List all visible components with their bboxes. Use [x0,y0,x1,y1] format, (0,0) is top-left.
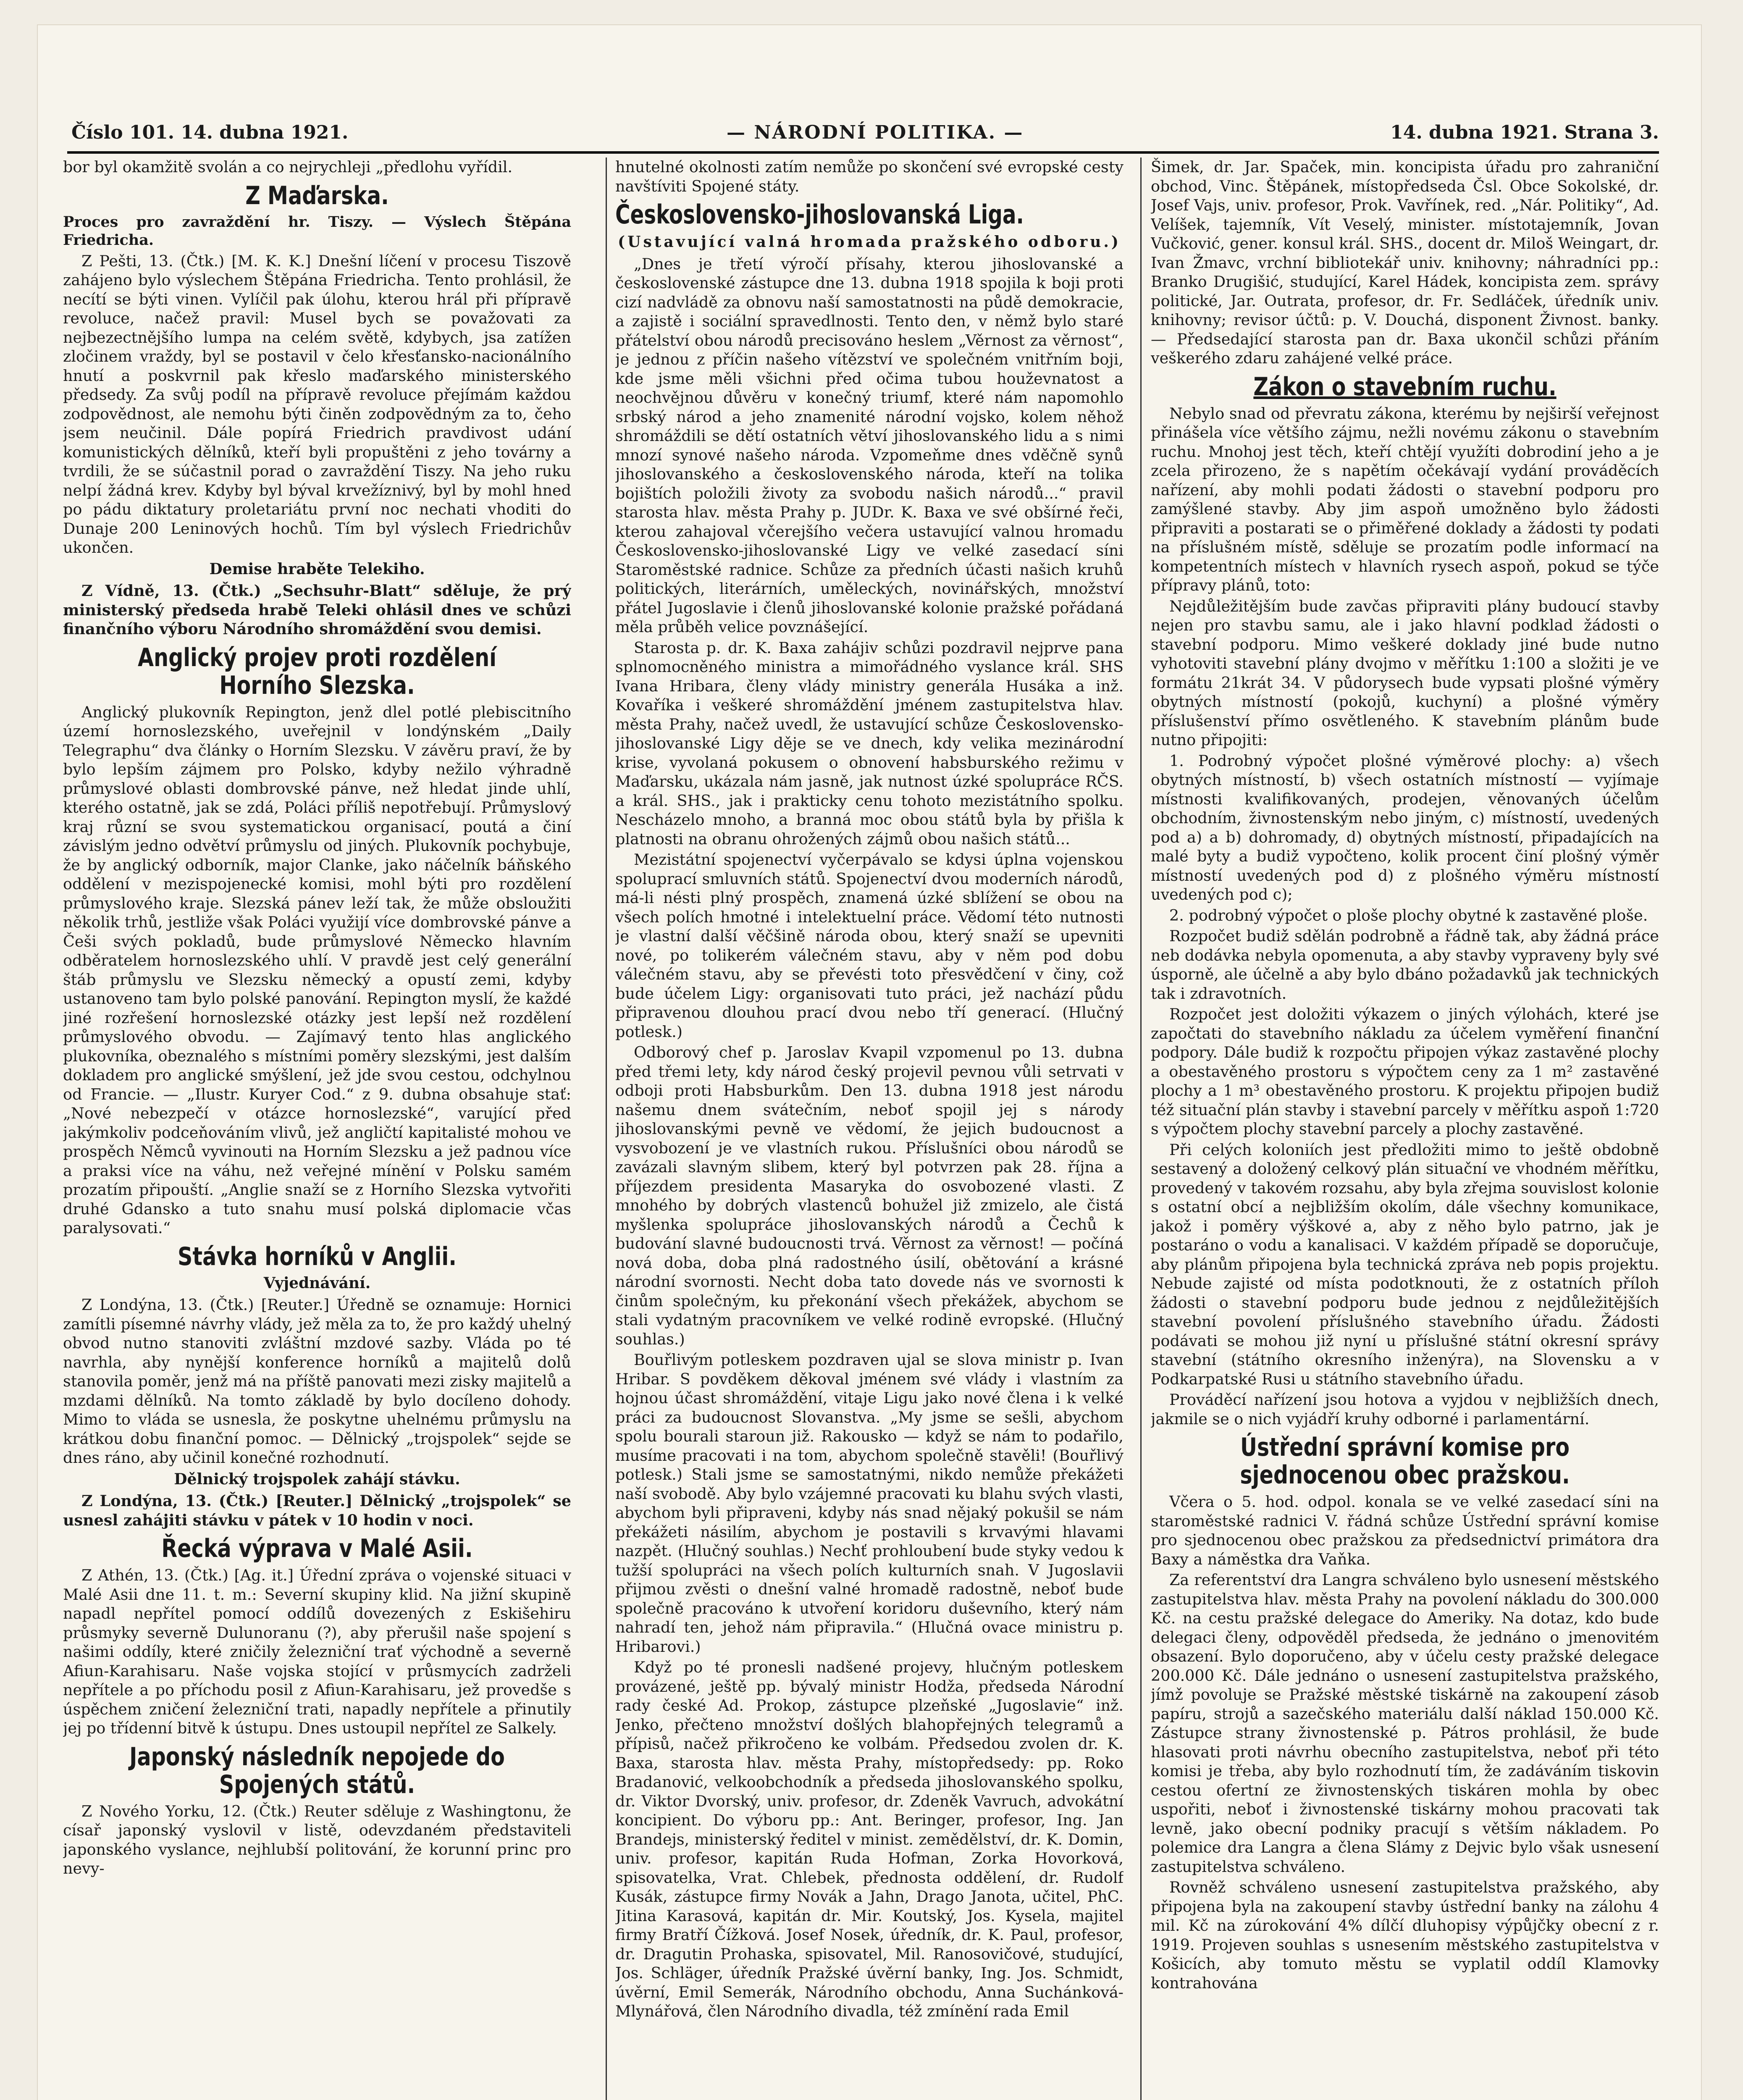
headline-anglicky-projev: Anglický projev proti rozdělení Horního Slezska. [137,643,497,700]
paragraph: Z Vídně, 13. (Čtk.) „Sechsuhr-Blatt“ sděluje, že prý ministerský předseda hrabě Teleki ohlásil dnes ve schůzi finančního výboru Národního shromáždění svou demisi. [63,582,571,638]
paragraph: 2. podrobný výpočet o ploše plochy obytné k zastavěné ploše. [1169,906,1648,924]
header-issue: Číslo 101. 14. dubna 1921. [71,122,349,143]
subheadline: Dělnický trojspolek zahájí stávku. [174,1470,460,1488]
article-continuation: hnutelné okolnosti zatím nemůže po skončení své evropské cesty navštíviti Spojené státy. [615,158,1124,195]
paragraph: Za referentství dra Langra schváleno bylo usnesení městského zastupitelstva hlav. města Prahy na povolení nákladu do 300.000 Kč. na cestu pražské delegace do Ameriky. Na dotaz, kdo bude delegaci členy, odpověděl předseda, že jednáno o jmenovitém obsazení. Bylo doporučeno, aby v účelu cesty pražské delegace 200.000 Kč. Dále jednáno o usnesení zastupitelstva pražského, jímž povoluje se Pražské městské tiskárně na zakoupení zásob papíru, strojů a sazečského materiálu další náklad 150.000 Kč. Zástupce strany živnostenské p. Pátros prohlásil, že bude hlasovati proti návrhu obecního zastupitelstva, neboť při této komisi je třeba, aby bylo rozhodnutí tím, že zadáváním tiskovin cestou ofertní ze živnostenských tiskáren mohla by obec uspořiti, neboť i živnostenské tiskárny mohou pracovati tak levně, jako obecní podniky pracují s větším nákladem. Po polemice dra Langra a člena Slámy z Dejvic bylo však usnesení zastupitelstva schváleno. [1151,1571,1659,1876]
paragraph: Nebylo snad od převratu zákona, kterému by nejširší veřejnost přinášela více většího zájmu, nežli novému zákonu o stavebním ruchu. Mnohoj jest těch, kteří chtějí využíti dobrodiní jeho a je zcela přirozeno, že s napětím očekávají vydání prováděcích nařízení, aby mohli podati žádosti o stavební podporu pro zamýšlené stavby. Aby jim aspoň umožněno bylo žádosti připraviti a postarati se o přiměřené doklady a žádosti ty podati na příslušném místě, sděluje se prozatím podle informací na kompetentních místech v hlavních rysech aspoň, pokud se týče přípravy plánů, toto: [1151,404,1659,594]
article-continuation: Šimek, dr. Jar. Spaček, min. koncipista úřadu pro zahraniční obchod, Vinc. Štěpánek, místopředseda Čsl. Obce Sokolské, dr. Josef Vajs, univ. profesor, Prok. Vavřínek, red. „Nár. Politiky“, Ad. Velíšek, tajemník, Vít Veselý, minister. místotajemník, Jovan Vučković, gener. konsul král. SHS., docent dr. Miloš Weingart, dr. Ivan Žmavc, vrchní bibliotekář univ. knihovny; náhradníci pp.: Branko Drugišić, studující, Karel Hádek, koncipista zem. správy politické, Jar. Outrata, profesor, dr. Fr. Sedláček, úředník univ. knihovny; revisor účtů: p. V. Douchá, disponent Živnost. banky. — Předsedající starosta pan dr. Baxa ukončil schůzi přáním veškerého zdaru zahájené velké práce. [1151,158,1659,367]
headline-recka-vyprava: Řecká výprava v Malé Asii. [161,1534,473,1563]
headline-japonsky-naslednik: Japonský následník nepojede do Spojených států. [129,1742,505,1799]
paragraph: Rozpočet budiž sdělán podrobně a řádně tak, aby žádná práce neb dodávka nebyla opomenuta, a aby stavby vypraveny byly své úsporně, ale účelně a aby bylo dbáno požadavků jak technických tak i zdravotních. [1151,927,1659,1003]
paragraph: Starosta p. dr. K. Baxa zahájiv schůzi pozdravil nejprve pana splnomocněného ministra a mimořádného vyslance král. SHS Ivana Hribara, členy vlády ministry generála Husáka a inž. Kovaříka i veškeré shromáždění jménem zastupitelstva hlav. města Prahy, načež uvedl, že ustavující schůze Československo-jihoslovanské Ligy děje se ve dnech, kdy velika mezinárodní krise, vyvolaná pokusem o obnovení habsburského režimu v Maďarsku, ukázala nám jasně, jak nutnost úzké spolupráce RČS. a král. SHS., jak i prakticky cenu tohoto mezistátního spolku. Nescházelo mnoho, a branná moc obou států byla by přišla k platnosti na obranu ohrožených zájmů obou našich států... [615,638,1124,848]
paragraph: Rovněž schváleno usnesení zastupitelstva pražského, aby připojena byla na zakoupení stavby ústřední banky na zálohu 4 mil. Kč na zúrokování 4% dílčí dluhopisy výpůjčky obecní z r. 1919. Projeven souhlas s usnesením městského zastupitelstva v Košicích, aby tomuto městu se vyplatil oddíl Klamovky kontrahována [1151,1878,1659,1992]
header-masthead: — NÁRODNÍ POLITIKA. — [727,122,1024,143]
headline-zakon-stavebni-ruch: Zákon o stavebním ruchu. [1253,372,1557,402]
paragraph: „Dnes je třetí výročí přísahy, kterou jihoslovanské a československé zástupce dne 13. dubna 1918 spojila k boji proti cizí nadvládě za obnovu naší samostatnosti na půdě demokracie, a zajistě i sociální spravedlnosti. Tento den, v němž bylo staré přátelství obou národů precisováno heslem „Věrnost za věrnost“, je jednou z příčin našeho vítězství ve společném vnitřním boji, kde jsme měli všichni před očima tubou houževnatost a neochvějnou důvěru v konečný triumf, které nám napomohlo srbský národ a jeho znamenité národní vojsko, kolem něhož shromáždili se dětí ostatních větví jihoslovanského lidu a s nimi mnozí synové našeho národa. Vzpomeňme dnes vděčně synů jihoslovanského a československého národa, kteří na tolika bojištích položili životy za svobodu našich národů...“ pravil starosta hlav. města Prahy p. JUDr. K. Baxa ve své obšírné řeči, kterou zahajoval včerejšího večera ustavující valnou hromadu Československo-jihoslovanské Ligy ve velké zasedací síni Staroměstské radnice. Schůze za předních účasti našich kruhů politických, literárních, uměleckých, novinářských, množství přátel Jugoslavie i členů jihoslovanské kolonie pražské pořádaná měla průběh velice povznášející. [615,255,1124,636]
subheadline: (Ustavující valná hromada pražského odboru.) [618,233,1121,251]
paragraph: 1. Podrobný výpočet plošné výměrové plochy: a) všech obytných místností, b) všech ostatních místností — vyjímaje místnosti kvalifikovaných, prodejen, věnovaných účelům obchodním, živnostenským nebo jiným, c) místností, uvedených pod a) a b) dohromady, d) obytných místností, připadajících na malé byty a budiž vypočteno, kolik procent činí plošný výměr místností uvedených pod d) z plošného výměru místností uvedených pod c); [1151,751,1659,903]
paragraph: Rozpočet jest doložiti výkazem o jiných výlohách, které jse započtati do stavebního nákladu za účelem vyměření finanční podpory. Dále budiž k rozpočtu připojen výkaz zastavěné plochy a obestavěného prostoru s výpočtem ceny za 1 m² zastavěné plochy a 1 m³ obestavěného prostoru. K projektu připojen budiž též situační plán stavby i stavební parcely v měřítku aspoň 1:720 s výpočtem plochy stavební parcely a plochy zastavěné. [1151,1005,1659,1138]
column-2 [615,158,1124,2100]
paragraph: Když po té pronesli nadšené projevy, hlučným potleskem provázené, ještě pp. bývalý ministr Hodža, předseda Národní rady české Ad. Prokop, zástupce plzeňské „Jugoslavie“ inž. Jenko, přečteno množství došlých blahopřejných telegramů a přípisů, načež přikročeno ke volbám. Předsedou zvolen dr. K. Baxa, starosta hlav. města Prahy, místopředsedy: pp. Roko Bradanović, velkoobchodník a předseda jihoslovanského spolku, dr. Viktor Dvorský, univ. profesor, dr. Zdeněk Vavruch, advokátní koncipient. Do výboru pp.: Ant. Beringer, profesor, Ing. Jan Brandejs, ministerský ředitel v minist. zemědělství, dr. K. Domin, univ. profesor, kapitán Ruda Hofman, Zorka Hovorková, spisovatelka, Vrat. Chlebek, přednosta oddělení, dr. Rudolf Kusák, zástupce firmy Novák a Jahn, Drago Janota, učitel, PhC. Jitina Karasová, kapitán dr. Mir. Koutský, Jos. Kysela, majitel firmy Bratří Čížková. Josef Nosek, úředník, dr. K. Paul, profesor, dr. Dragutin Prohaska, spisovatel, Mil. Ranosovičové, studující, Jos. Schläger, úředník Pražské úvěrní banky, Ing. Jos. Schmidt, úvěrní, Emil Semerák, Národního obchodu, Anna Suchánková-Mlynářová, člen Národního divadla, též zmínění rada Emil [615,1658,1124,2020]
headline-ustredni-komise: Ústřední správní komise pro sjednocenou obec pražskou. [1240,1433,1570,1490]
column-1 [63,158,571,2100]
paragraph: Z Athén, 13. (Čtk.) [Ag. it.] Úřední zpráva o vojenské situaci v Malé Asii dne 11. t. m.: Severní skupiny klid. Na jižní skupině napadl nepřítel pomocí oddílů dovezených z Eskišehiru průsmyky severně Dulunoranu (?), aby přerušil naše spojení s našimi oddíly, které zničily železniční trať východně a severně Afiun-Karahisaru. Naše vojska stojící v průsmycích zadrželi nepřítele a po příchodu posil z Afiun-Karahisaru, jež provedše s úspěchem zničení železniční trati, napadly nepřítele a přinutily jej po třídenní bitvě k ústupu. Dnes ustoupil nepřítel ze Salkely. [63,1566,571,1737]
column-divider [1140,158,1142,2100]
paragraph: Z Londýna, 13. (Čtk.) [Reuter.] Úředně se oznamuje: Hornici zamítli písemné návrhy vlády, jež měla za to, že pro každý uhelný obvod nutno stanoviti zvláštní mzdové sazby. Vláda po té navrhla, aby nynější konference horníků a majitelů dolů stanovila poměr, jenž má na příště panovati mezi zisky majitelů a mzdami dělníků. Na tomto základě by bylo docíleno dohody. Mimo to vláda se usnesla, že poskytne uhelnému průmyslu na krátkou dobu finanční pomoc. — Dělnický „trojspolek“ sejde se dnes ráno, aby učinil konečné rozhodnutí. [63,1296,571,1467]
column-divider [606,158,607,2100]
subheadline: Vyjednávání. [263,1274,371,1292]
paragraph: Nejdůležitějším bude zavčas připraviti plány budoucí stavby nejen pro stavbu samu, ale i jako hlavní podklad žádosti o stavební podporu. Mimo veškeré doklady jiné bude nutno vyhotoviti stavební plány dvojmo v měřítku 1:100 a složiti je ve formátu 21krát 34. V půdorysech bude vypsati plošné výměry obytných místností (pokojů, kuchyní) a plošné výměry příslušenství přímo osvětleného. K stavebním plánům bude nutno připojiti: [1151,597,1659,749]
subheadline: Demise hraběte Telekiho. [209,560,425,578]
paragraph: Z Londýna, 13. (Čtk.) [Reuter.] Dělnický „trojspolek“ se usnesl zahájiti stávku v pátek v 10 hodin v noci. [63,1492,571,1529]
headline-liga: Československo-jihoslovanská Liga. [615,199,1024,230]
paragraph: Mezistátní spojenectví vyčerpávalo se kdysi úplna vojenskou spoluprací smluvních států. Spojenectví dvou moderních národů, má-li nésti plný prospěch, znamená úzké sblížení se obou na všech polích hmotné i intelektuelní práce. Vědomí této nutnosti je vlastní další věčšině národa obou, který snaží se upevniti nové, po tolikerém válečném stavu, aby v něm pod dobu válečném stavu, aby se převésti toto přesvědčení v činy, což bude účelem Ligy: organisovati tuto práci, jež nachází půdu připravenou dlouhou prací dvou nebo tří generací. (Hlučný potlesk.) [615,850,1124,1041]
paragraph: Bouřlivým potleskem pozdraven ujal se slova ministr p. Ivan Hribar. S povděkem děkoval jménem své vlády i vlastním za hojnou účast shromáždění, vitaje Ligu jako nové člena i k velké práci za budoucnost Slovanstva. „My jsme se sešli, abychom spolu bourali staroun již. Rakousko — když se nám to podařilo, musíme pracovati i na tom, abychom společně stavěli! (Bouřlivý potlesk.) Stali jsme se samostatnými, nikdo nemůže překážeti naší svobodě. Aby bylo vzájemné pracovati ku blahu svých vlasti, abychom byli připraveni, kdyby nás snad nějaký pokušil se nám překážeti násilím, abychom je postavili s krvavými hlavami nazpět. (Hlučný souhlas.) Nechť prohloubení bude styky vedou k tužší spolupráci na všech polích kulturních snah. V Jugoslavii přijmou zvěsti o dnešní valné hromadě radostně, neboť bude společně pracováno k utvoření koridoru duševního, který nám nahradí ten, jehož nám připravila.“ (Hlučná ovace ministru p. Hribarovi.) [615,1351,1124,1656]
headline-stavka: Stávka horníků v Anglii. [178,1242,457,1271]
paragraph: Z Nového Yorku, 12. (Čtk.) Reuter sděluje z Washingtonu, že císař japonský vyslovil v listě, odevzdaném představiteli japonského vyslance, nejhlubší politování, že korunní princ pro nevy- [63,1802,571,1877]
subheadline: Proces pro zavraždění hr. Tiszy. — Výslech Štěpána Friedricha. [63,213,571,249]
header-rule [67,151,1659,154]
paragraph: Odborový chef p. Jaroslav Kvapil vzpomenul po 13. dubna před třemi lety, kdy národ český projevil pevnou vůli setrvati v odboji proti Habsburkům. Den 13. dubna 1918 jest národu našemu dnem svátečním, neboť spojil jej s národy jihoslovanskými pevně ve vědomí, že jejich budoucnost a vysvobození je ve vlastních rukou. Příslušníci obou národů se zavázali slavným slibem, který byl potvrzen pak 28. října a příjezdem presidenta Masaryka do osvobozené vlasti. Z mnohého by dobrých vlastenců bohužel již zmizelo, ale čistá myšlenka spolupráce jihoslovanských národů a Čechů k budování slavné budoucnosti trvá. Věrnost za věrnost! — počíná nová doba, doba plná radostného úsilí, obětování a krásné národní svornosti. Necht doba tato dovede nás ve svornosti k činům společným, ku překonání všech překážek, abychom se stali vydatným pracovníkem ve velké rodině evropské. (Hlučný souhlas.) [615,1043,1124,1348]
column-3 [1151,158,1659,2100]
header-date-page: 14. dubna 1921. Strana 3. [1390,122,1659,143]
page-header [71,122,1659,155]
paragraph: Z Pešti, 13. (Čtk.) [M. K. K.] Dnešní líčení v procesu Tiszově zahájeno bylo výslechem Štěpána Friedricha. Tento prohlásil, že necítí se býti vinen. Vylíčil pak úlohu, kterou hrál při přípravě revoluce, načež pravil: Musel bych se považovati za nejbezectnějšího lumpa na celém světě, kdybych, jsa zatížen zločinem vraždy, byl se postavil v čelo křesťansko-nacionálního hnutí a poskvrnil pak křeslo maďarského ministerského předsedy. Za svůj podíl na přípravě revoluce přejímám každou zodpovědnost, ale nemohu býti činěn zodpovědným za to, čeho jsem neučinil. Dále popírá Friedrich pravdivost udání komunistických dělníků, kteří byli propuštěni z jeho továrny a tvrdili, že se súčastnil porad o zavraždění Tiszy. Na jeho ruku nelpí žádná krev. Kdyby byl býval krvežíznivý, byl by mohl hned po pádu diktatury proletariátu první noc nechati vhoditi do Dunaje 200 Leninových hochů. Tím byl výslech Friedrichův ukončen. [63,252,571,556]
paragraph: Prováděcí nařízení jsou hotova a vyjdou v nejbližších dnech, jakmile se o nich vyjádří kruhy odborné i parlamentární. [1151,1391,1659,1428]
paragraph: Včera o 5. hod. odpol. konala se ve velké zasedací síni na staroměstské radnici V. řádná schůze Ústřední správní komise pro sjednocenou obec pražskou za předsednictví primátora dra Baxy a náměstka dra Vaňka. [1151,1493,1659,1568]
paragraph: Anglický plukovník Repington, jenž dlel potlé plebiscitního území hornoslezského, uveřejnil v londýnském „Daily Telegraphu“ dva články o Horním Slezsku. V závěru praví, že by bylo lepším zájmem pro Polsko, kdyby nežilo výhradně průmyslové oblasti dombrovské pánve, než hledat jinde uhlí, kterého ostatně, jak se zdá, Poláci příliš nepotřebují. Průmyslový kraj různí se svou systematickou organisací, poutá a činí závislým jedno odvětví průmyslu od jiných. Plukovník pochybuje, že by anglický odborník, major Clanke, jako náčelník báňského oddělení v mezispojenecké komisi, mohl býti pro rozdělení průmyslového kraje. Slezská pánev leží tak, že může obsloužiti několik trhů, jestliže však Poláci využijí více dombrovské pánve a Češi svých pokladů, bude průmyslové Německo hlavním odběratelem hornoslezského uhlí. V pravdě jest celý generální štáb průmyslu ve Slezsku německý a opustí zemi, kdyby ustanoveno tam bylo polské panování. Repington myslí, že každé jiné rozřešení hornoslezské otázky jest lepší než rozdělení průmyslového obvodu. — Zajímavý tento hlas anglického plukovníka, obeznalého s místními poměry slezskými, jest dalším dokladem pro anglické smýšlení, jež jde svou cestou, odchylnou od Francie. — „Ilustr. Kuryer Cod.“ z 9. dubna obsahuje stať: „Nové nebezpečí v otázce hornoslezské“, varující před jakýmkoliv podceňováním vlivů, jež angličtí kapitalisté mohou ve prospěch Němců vyvinouti na Horním Slezsku a jež padnou více a praksi více na váhu, než veřejné mínění v Polsku samém prozatím připouští. „Anglie snaží se z Horního Slezska vytvořiti druhé Gdansko a tuto snahu musí polská diplomacie včas paralysovati.“ [63,703,571,1237]
article-continuation: bor byl okamžitě svolán a co nejrychleji „předlohu vyřídil. [63,158,513,176]
headline-madarsko: Z Maďarska. [245,181,389,210]
paragraph: Při celých koloniích jest předložiti mimo to ještě obdobně sestavený a doložený celkový plán situační ve vhodném měřítku, provedený v takovém rozsahu, aby byla zřejma souvislost kolonie s ostatní obcí a nejbližším okolím, dále všechny komunikace, jakož i poměry výškové a, aby z něho bylo patrno, jak je postaráno o vodu a kanalisaci. V každém případě se doporučuje, aby plánům připojena byla technická zpráva neb popis projektu. Nebude zajisté od místa podotknouti, že z ostatních příloh žádosti o stavební podporu bude jednou z nejdůležitějších stavební povolení příslušného stavebního úřadu. Žádosti podávati se mohou již nyní u příslušné státní okresní správy stavební (státního okresního inženýra), na Slovensku a v Podkarpatské Rusi u státního stavebního úřadu. [1151,1140,1659,1388]
